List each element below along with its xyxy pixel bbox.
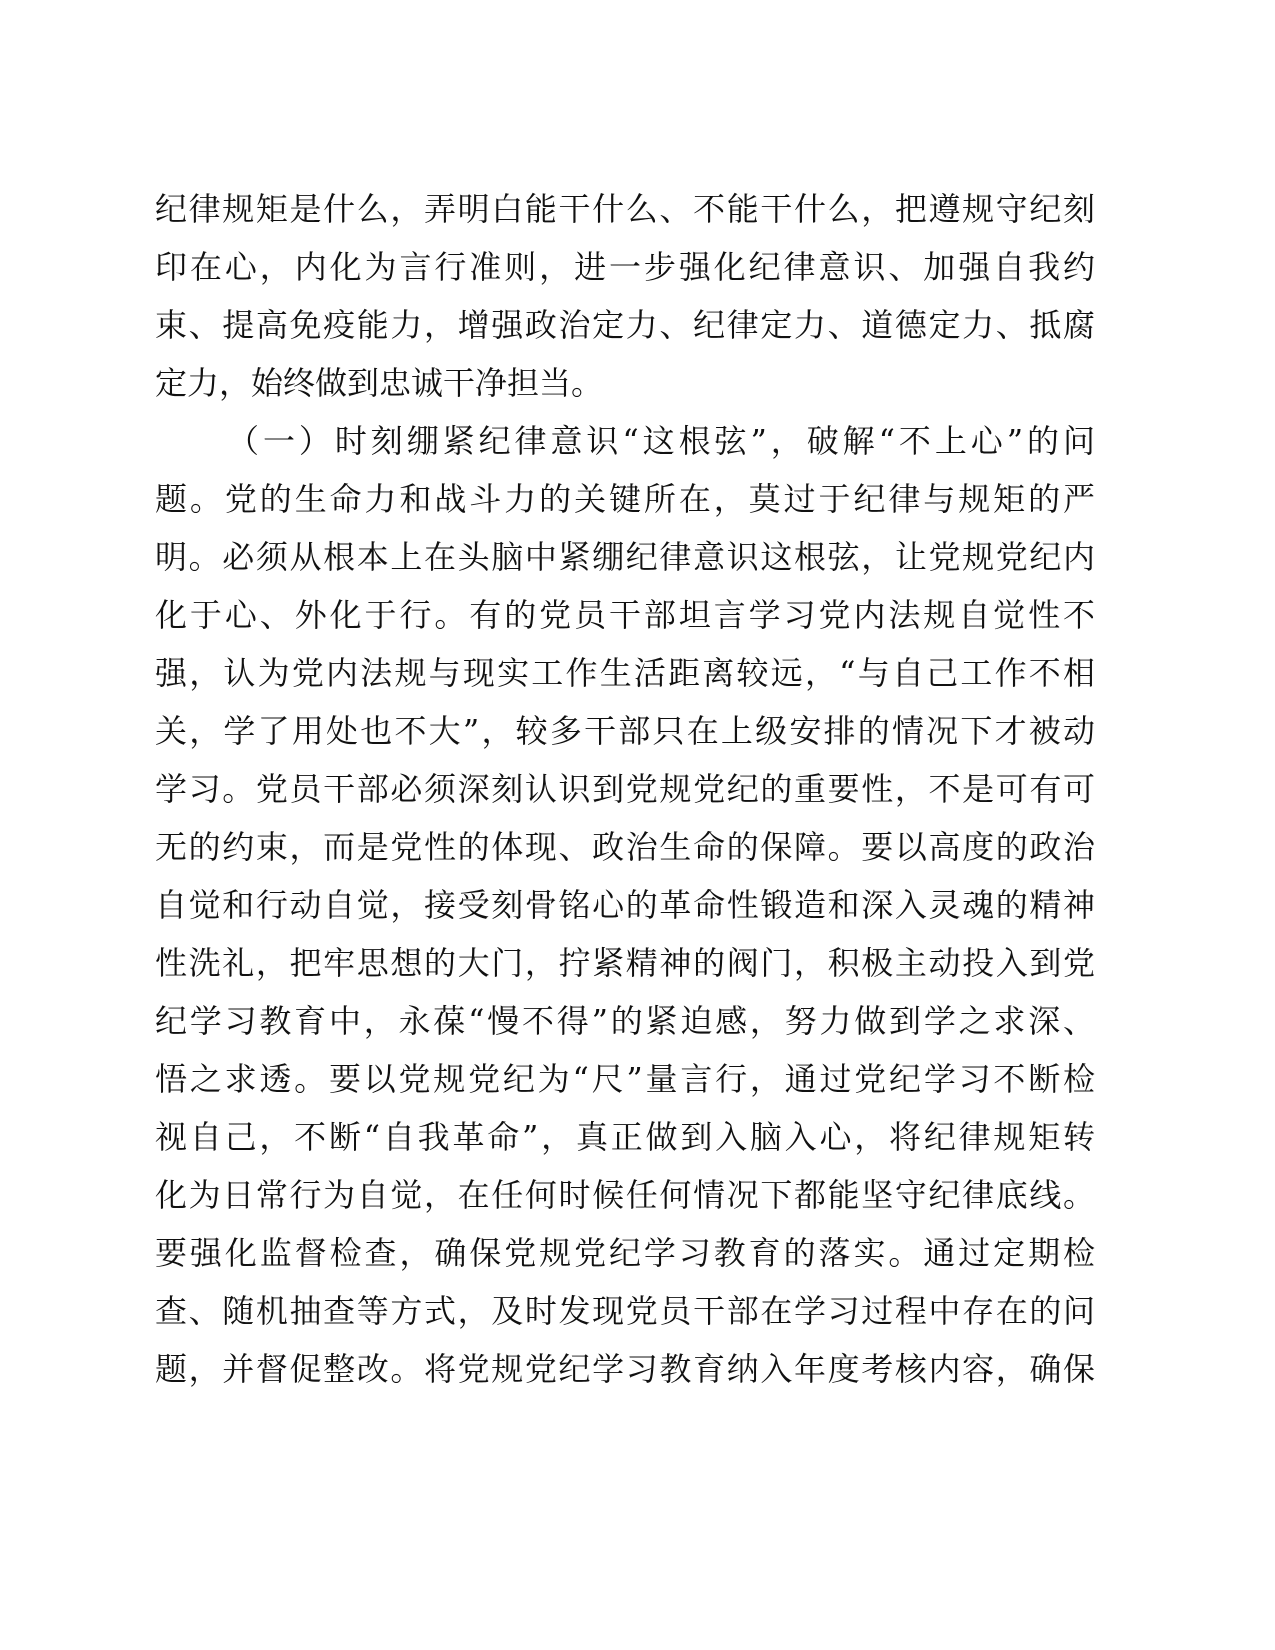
text-line: 题。党的生命力和战斗力的关键所在，莫过于纪律与规矩的严 <box>155 480 1095 518</box>
body-text <box>155 180 1095 1398</box>
text-line: 要强化监督检查，确保党规党纪学习教育的落实。通过定期检 <box>155 1234 1095 1272</box>
text-line: 定力，始终做到忠诚干净担当。 <box>155 364 604 402</box>
text-line: 自觉和行动自觉，接受刻骨铭心的革命性锻造和深入灵魂的精神 <box>155 886 1095 924</box>
text-line: 无的约束，而是党性的体现、政治生命的保障。要以高度的政治 <box>155 828 1095 866</box>
text-line: 悟之求透。要以党规党纪为“尺”量言行，通过党纪学习不断检 <box>155 1060 1095 1098</box>
text-line: 化为日常行为自觉，在任何时候任何情况下都能坚守纪律底线。 <box>155 1176 1095 1214</box>
text-line: 纪学习教育中，永葆“慢不得”的紧迫感，努力做到学之求深、 <box>155 1002 1095 1040</box>
text-line: 题，并督促整改。将党规党纪学习教育纳入年度考核内容，确保 <box>155 1350 1095 1388</box>
text-line: 纪律规矩是什么，弄明白能干什么、不能干什么，把遵规守纪刻 <box>155 190 1095 228</box>
text-line: 印在心，内化为言行准则，进一步强化纪律意识、加强自我约 <box>155 248 1095 286</box>
text-line: 明。必须从根本上在头脑中紧绷纪律意识这根弦，让党规党纪内 <box>155 538 1095 576</box>
text-line: 性洗礼，把牢思想的大门，拧紧精神的阀门，积极主动投入到党 <box>155 944 1095 982</box>
text-line: 化于心、外化于行。有的党员干部坦言学习党内法规自觉性不 <box>155 596 1095 634</box>
text-line: 查、随机抽查等方式，及时发现党员干部在学习过程中存在的问 <box>155 1292 1095 1330</box>
text-line: 强，认为党内法规与现实工作生活距离较远，“与自己工作不相 <box>155 654 1095 692</box>
text-line: 束、提高免疫能力，增强政治定力、纪律定力、道德定力、抵腐 <box>155 306 1095 344</box>
section-heading-line: （一）时刻绷紧纪律意识“这根弦”，破解“不上心”的问 <box>227 422 1095 460</box>
text-line: 学习。党员干部必须深刻认识到党规党纪的重要性，不是可有可 <box>155 770 1095 808</box>
text-line: 视自己，不断“自我革命”，真正做到入脑入心，将纪律规矩转 <box>155 1118 1095 1156</box>
text-line: 关，学了用处也不大”，较多干部只在上级安排的情况下才被动 <box>155 712 1095 750</box>
